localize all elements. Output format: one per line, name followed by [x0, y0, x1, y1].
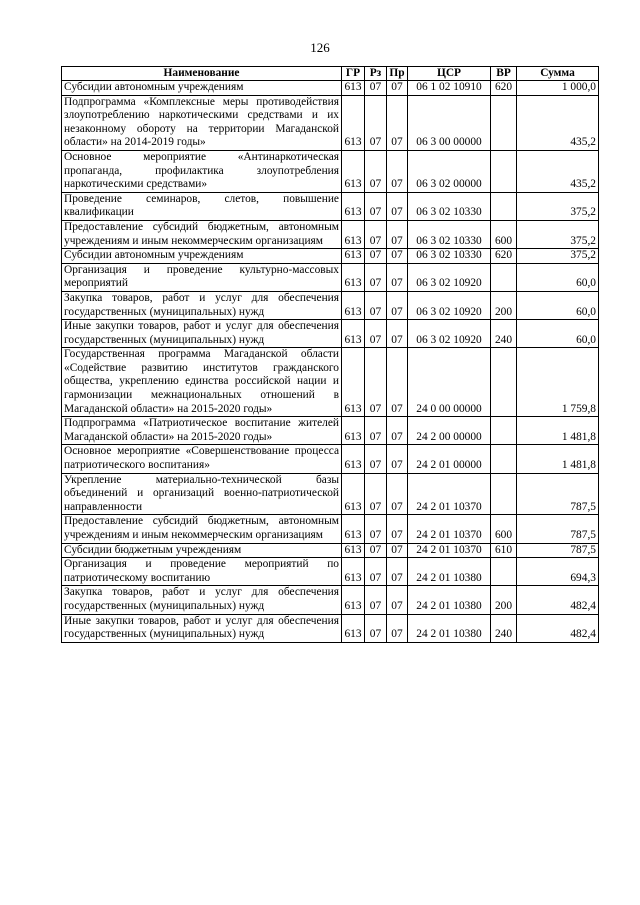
- cell-rz: 07: [365, 614, 387, 642]
- cell-csr: 06 1 02 10910: [408, 81, 491, 96]
- cell-vr: [491, 473, 517, 515]
- cell-gr: 613: [342, 348, 365, 417]
- table-row: [62, 417, 599, 445]
- cell-name: Организация и проведение культурно-массовых мероприятий: [62, 263, 342, 291]
- cell-gr: 613: [342, 220, 365, 248]
- cell-sum: 694,3: [517, 558, 599, 586]
- cell-pr: 07: [387, 417, 408, 445]
- cell-vr: 600: [491, 515, 517, 543]
- cell-rz: 07: [365, 81, 387, 96]
- cell-sum: 375,2: [517, 220, 599, 248]
- cell-gr: 613: [342, 249, 365, 264]
- cell-name: Укрепление материально-технической базы объединений и организаций военно-патриотической направленности: [62, 473, 342, 515]
- cell-csr: 06 3 02 10920: [408, 320, 491, 348]
- cell-sum: 435,2: [517, 150, 599, 192]
- table-row: [62, 515, 599, 543]
- cell-vr: 620: [491, 249, 517, 264]
- cell-name: Основное мероприятие «Совершенствование процесса патриотического воспитания»: [62, 445, 342, 473]
- cell-sum: 787,5: [517, 515, 599, 543]
- cell-gr: 613: [342, 543, 365, 558]
- cell-rz: 07: [365, 320, 387, 348]
- cell-name: Организация и проведение мероприятий по патриотическому воспитанию: [62, 558, 342, 586]
- cell-rz: 07: [365, 192, 387, 220]
- cell-vr: 610: [491, 543, 517, 558]
- header-name: Наименование: [62, 67, 342, 81]
- cell-csr: 24 2 01 10370: [408, 543, 491, 558]
- cell-name: Предоставление субсидий бюджетным, автономным учреждениям и иным некоммерческим организациям: [62, 515, 342, 543]
- cell-sum: 482,4: [517, 614, 599, 642]
- cell-name: Предоставление субсидий бюджетным, автономным учреждениям и иным некоммерческим организациям: [62, 220, 342, 248]
- cell-pr: 07: [387, 473, 408, 515]
- cell-sum: 787,5: [517, 473, 599, 515]
- cell-csr: 24 2 00 00000: [408, 417, 491, 445]
- table-row: [62, 291, 599, 319]
- cell-gr: 613: [342, 81, 365, 96]
- cell-name: Проведение семинаров, слетов, повышение квалификации: [62, 192, 342, 220]
- cell-rz: 07: [365, 220, 387, 248]
- table-row: [62, 558, 599, 586]
- cell-vr: [491, 558, 517, 586]
- page-number: 126: [310, 40, 330, 55]
- cell-vr: [491, 263, 517, 291]
- cell-vr: [491, 348, 517, 417]
- cell-rz: 07: [365, 291, 387, 319]
- cell-sum: 1 481,8: [517, 445, 599, 473]
- cell-gr: 613: [342, 515, 365, 543]
- cell-vr: 620: [491, 81, 517, 96]
- header-rz: Рз: [365, 67, 387, 81]
- cell-vr: 240: [491, 614, 517, 642]
- cell-rz: 07: [365, 586, 387, 614]
- cell-name: Закупка товаров, работ и услуг для обеспечения государственных (муниципальных) нужд: [62, 291, 342, 319]
- cell-gr: 613: [342, 263, 365, 291]
- cell-vr: 200: [491, 291, 517, 319]
- cell-csr: 06 3 00 00000: [408, 95, 491, 150]
- cell-csr: 24 0 00 00000: [408, 348, 491, 417]
- cell-csr: 24 2 01 10370: [408, 515, 491, 543]
- cell-csr: 06 3 02 10330: [408, 220, 491, 248]
- cell-vr: [491, 150, 517, 192]
- cell-gr: 613: [342, 192, 365, 220]
- cell-rz: 07: [365, 543, 387, 558]
- cell-sum: 60,0: [517, 291, 599, 319]
- cell-pr: 07: [387, 249, 408, 264]
- cell-name: Основное мероприятие «Антинаркотическая пропаганда, профилактика злоупотребления наркотическими средствами»: [62, 150, 342, 192]
- table-row: [62, 192, 599, 220]
- table-row: [62, 543, 599, 558]
- cell-name: Иные закупки товаров, работ и услуг для обеспечения государственных (муниципальных) нужд: [62, 320, 342, 348]
- cell-pr: 07: [387, 95, 408, 150]
- table-row: [62, 150, 599, 192]
- cell-pr: 07: [387, 150, 408, 192]
- header-gr: ГР: [342, 67, 365, 81]
- cell-pr: 07: [387, 586, 408, 614]
- cell-name: Субсидии автономным учреждениям: [62, 81, 342, 96]
- budget-table: [61, 66, 599, 643]
- cell-gr: 613: [342, 586, 365, 614]
- cell-gr: 613: [342, 320, 365, 348]
- cell-gr: 613: [342, 95, 365, 150]
- cell-csr: 24 2 01 10380: [408, 586, 491, 614]
- cell-gr: 613: [342, 473, 365, 515]
- cell-rz: 07: [365, 515, 387, 543]
- cell-name: Подпрограмма «Комплексные меры противодействия злоупотреблению наркотическими средствами и их незаконному обороту на территории Магаданской области» на 2014-2019 годы»: [62, 95, 342, 150]
- header-sum: Сумма: [517, 67, 599, 81]
- table-row: [62, 586, 599, 614]
- cell-pr: 07: [387, 320, 408, 348]
- cell-pr: 07: [387, 515, 408, 543]
- table-row: [62, 614, 599, 642]
- cell-sum: 60,0: [517, 320, 599, 348]
- table-row: [62, 220, 599, 248]
- cell-gr: 613: [342, 614, 365, 642]
- cell-gr: 613: [342, 417, 365, 445]
- cell-sum: 375,2: [517, 249, 599, 264]
- cell-gr: 613: [342, 445, 365, 473]
- cell-sum: 375,2: [517, 192, 599, 220]
- cell-rz: 07: [365, 249, 387, 264]
- cell-vr: [491, 445, 517, 473]
- cell-gr: 613: [342, 558, 365, 586]
- cell-sum: 1 759,8: [517, 348, 599, 417]
- table-row: [62, 95, 599, 150]
- cell-name: Субсидии бюджетным учреждениям: [62, 543, 342, 558]
- table-row: [62, 249, 599, 264]
- cell-pr: 07: [387, 543, 408, 558]
- cell-name: Закупка товаров, работ и услуг для обеспечения государственных (муниципальных) нужд: [62, 586, 342, 614]
- header-pr: Пр: [387, 67, 408, 81]
- cell-csr: 24 2 01 10380: [408, 614, 491, 642]
- cell-vr: [491, 192, 517, 220]
- cell-vr: 240: [491, 320, 517, 348]
- table-row: [62, 473, 599, 515]
- cell-vr: [491, 417, 517, 445]
- cell-rz: 07: [365, 417, 387, 445]
- cell-gr: 613: [342, 150, 365, 192]
- cell-vr: [491, 95, 517, 150]
- cell-csr: 24 2 01 10380: [408, 558, 491, 586]
- cell-sum: 482,4: [517, 586, 599, 614]
- table-row: [62, 445, 599, 473]
- cell-sum: 1 481,8: [517, 417, 599, 445]
- cell-csr: 06 3 02 10330: [408, 192, 491, 220]
- table-body: [62, 81, 599, 643]
- cell-sum: 60,0: [517, 263, 599, 291]
- cell-csr: 06 3 02 10330: [408, 249, 491, 264]
- cell-gr: 613: [342, 291, 365, 319]
- cell-sum: 1 000,0: [517, 81, 599, 96]
- cell-rz: 07: [365, 95, 387, 150]
- cell-vr: 200: [491, 586, 517, 614]
- header-csr: ЦСР: [408, 67, 491, 81]
- cell-rz: 07: [365, 473, 387, 515]
- cell-rz: 07: [365, 445, 387, 473]
- cell-sum: 435,2: [517, 95, 599, 150]
- cell-rz: 07: [365, 263, 387, 291]
- cell-name: Иные закупки товаров, работ и услуг для обеспечения государственных (муниципальных) нужд: [62, 614, 342, 642]
- cell-pr: 07: [387, 81, 408, 96]
- cell-rz: 07: [365, 348, 387, 417]
- cell-rz: 07: [365, 558, 387, 586]
- cell-pr: 07: [387, 614, 408, 642]
- cell-pr: 07: [387, 192, 408, 220]
- cell-csr: 06 3 02 10920: [408, 291, 491, 319]
- cell-rz: 07: [365, 150, 387, 192]
- cell-pr: 07: [387, 220, 408, 248]
- cell-name: Субсидии автономным учреждениям: [62, 249, 342, 264]
- cell-vr: 600: [491, 220, 517, 248]
- cell-pr: 07: [387, 445, 408, 473]
- cell-name: Подпрограмма «Патриотическое воспитание жителей Магаданской области» на 2015-2020 годы»: [62, 417, 342, 445]
- cell-pr: 07: [387, 348, 408, 417]
- cell-csr: 24 2 01 10370: [408, 473, 491, 515]
- table-row: [62, 81, 599, 96]
- cell-pr: 07: [387, 291, 408, 319]
- cell-csr: 06 3 02 00000: [408, 150, 491, 192]
- header-vr: ВР: [491, 67, 517, 81]
- cell-name: Государственная программа Магаданской области «Содействие развитию институтов гражданского общества, укреплению единства российской нации и гармонизации межнациональных отношений в Магаданской области» на 2015-2020 годы»: [62, 348, 342, 417]
- table-header-row: [62, 67, 599, 81]
- cell-pr: 07: [387, 263, 408, 291]
- table-row: [62, 348, 599, 417]
- cell-sum: 787,5: [517, 543, 599, 558]
- table-row: [62, 263, 599, 291]
- cell-csr: 24 2 01 00000: [408, 445, 491, 473]
- cell-pr: 07: [387, 558, 408, 586]
- table-row: [62, 320, 599, 348]
- cell-csr: 06 3 02 10920: [408, 263, 491, 291]
